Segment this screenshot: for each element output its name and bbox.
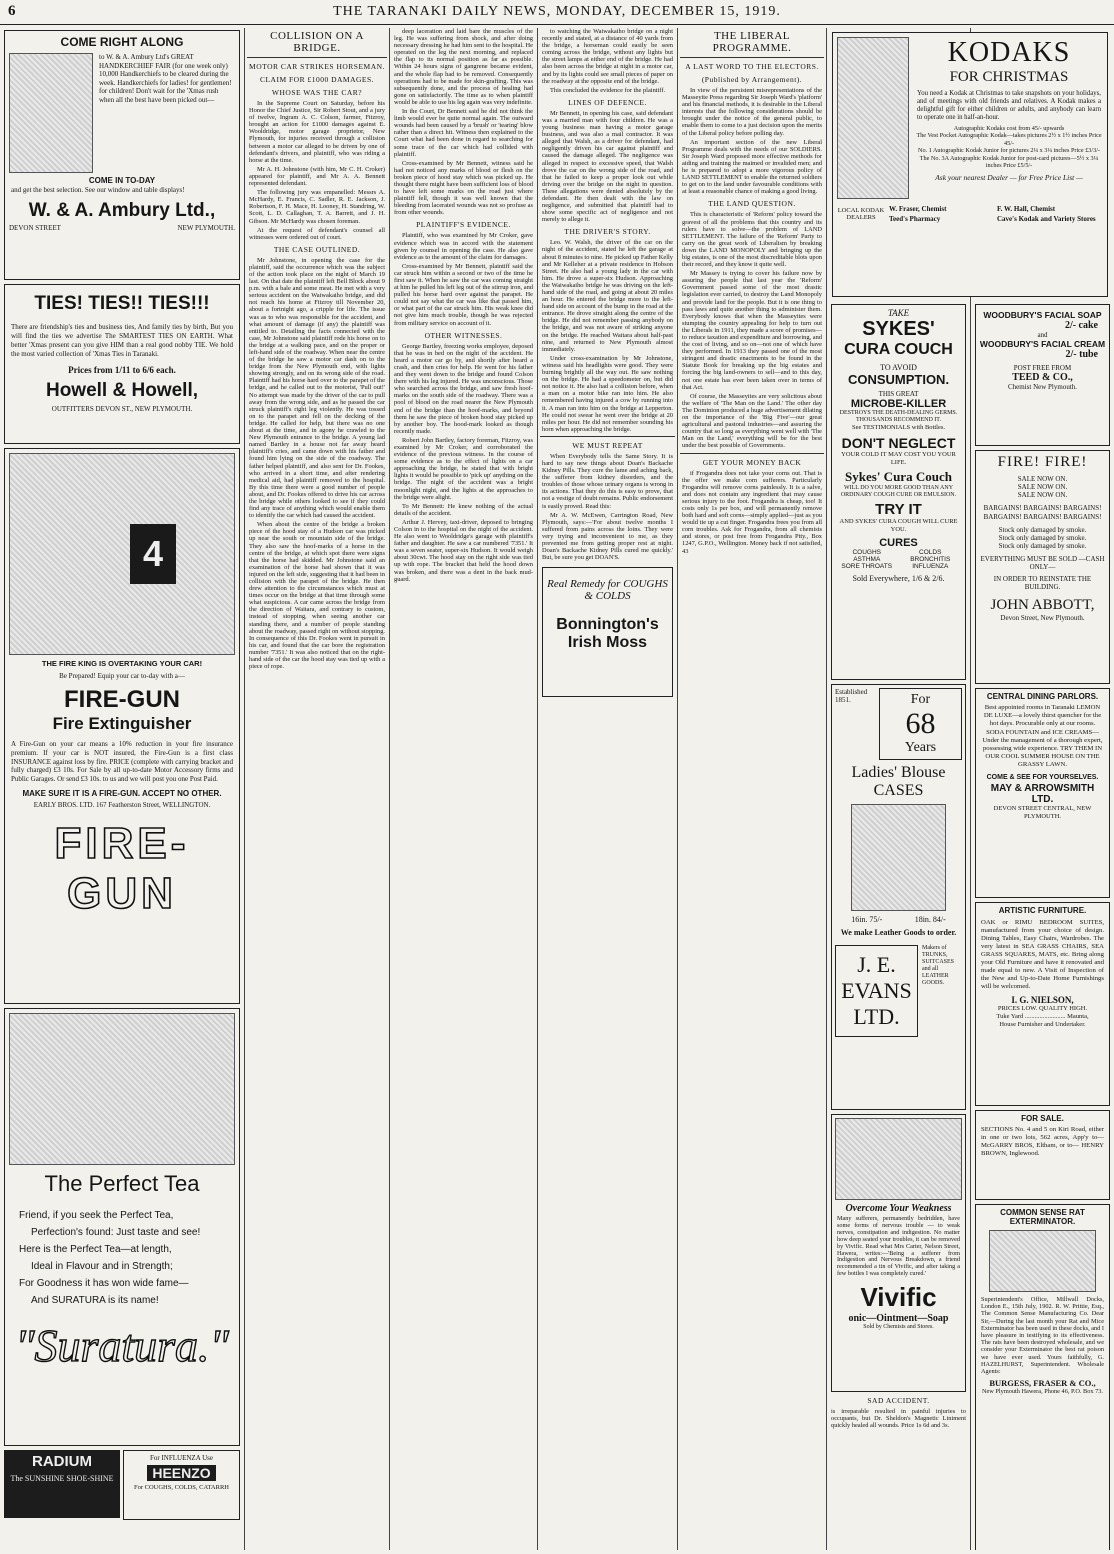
- cases-leather: We make Leather Goods to order.: [840, 928, 957, 937]
- collision-sub1: MOTOR CAR STRIKES HORSEMAN.: [249, 62, 385, 71]
- cure-item: COUGHS: [852, 549, 882, 556]
- liberal-sub2: (Published by Arrangement).: [701, 75, 803, 84]
- rat-illustration: [989, 1230, 1096, 1292]
- cure-item: ASTHMA: [853, 556, 881, 563]
- ties-prices: Prices from 1/11 to 6/6 each.: [68, 365, 176, 375]
- column-liberal-programme: [680, 28, 824, 1550]
- rat-headline: COMMON SENSE RAT EXTERMINATOR.: [1000, 1208, 1085, 1226]
- sykes-try: TRY IT: [875, 501, 922, 518]
- sykes-great: THIS GREAT: [878, 390, 919, 398]
- column-left-ads: [2, 28, 242, 1550]
- col3-body: [394, 28, 533, 216]
- paragraph: In the Court, Dr Bennett said he did not think the limb would ever be quite normal again. The outward wounds had been caused by a 'brush' or 'tearing' blow rather than a direct hit. Witness then explained to the Court what had been done in regard to searching for some trace of the car which had collided with plaintiff.: [394, 108, 533, 158]
- right-ads-stack: [973, 302, 1112, 1550]
- tea-brand: "Suratura.": [15, 1320, 229, 1371]
- woodbury-and: and: [1037, 331, 1048, 339]
- kodak-title: KODAKS: [947, 37, 1071, 68]
- column-defence-article: [540, 28, 675, 1550]
- paragraph: Cross-examined by Mr Bennett, plaintiff said the car struck him within a second or two of the time he first saw it. When he saw the car was coming straight at him he pulled his left leg out of the stirrup iron, and pulled his horse hard over against the parapet. He could not say what the car was like that passed him, or what part of the car struck him. His weak knee did not give him much trouble, though he was rejected from military service on account of it.: [394, 262, 533, 327]
- ambury-come-in: COME IN TO-DAY: [88, 176, 156, 185]
- ties-body: There are friendship's ties and business ties, And family ties by birth, But you will find the ties we advertise The SMARTEST TIES ON EARTH. What better 'Xmas present can you give HIM than a real good nobby TIE. We hold the most varied collection of 'Xmas Ties in Taranaki.: [11, 323, 233, 358]
- kodak-dealer: F. W. Hall, Chemist: [997, 205, 1056, 213]
- for-sale-ad: [975, 1110, 1110, 1200]
- sykes-cold: YOUR COLD IT MAY COST YOU YOUR LIFE.: [841, 451, 956, 466]
- col3-sub1: PLAINTIFF'S EVIDENCE.: [416, 220, 511, 230]
- stock-line: Stock only damaged by smoke.: [998, 526, 1087, 534]
- paragraph: Robert John Bartley, factory foreman, Fitzroy, was examined by Mr Croker, and corroborated the evidence of the previous witness. In the course of some evidence as to the effect of lights on a car approaching the bridge, he stated that with bright lights it would be possible to 'pick up' anything on the bridge. The night of the accident was a bright moonlight night, and the lights at the approaches to the bridge were alight.: [394, 436, 533, 501]
- page-number: 6: [8, 3, 16, 19]
- collision-body-2: [249, 257, 385, 670]
- paragraph: This concluded the evidence for the plaintiff.: [550, 86, 666, 94]
- cure-item: BRONCHITIS: [910, 556, 951, 563]
- lady-with-tea-illustration: [9, 1013, 235, 1165]
- car-number-plate: 4: [130, 524, 176, 584]
- collision-sub4: THE CASE OUTLINED.: [273, 244, 361, 254]
- ambury-ad: [4, 30, 240, 280]
- price-18in: 18in. 84/-: [914, 915, 946, 924]
- for-word: For: [910, 692, 931, 707]
- forsale-headline: FOR SALE.: [1021, 1114, 1064, 1123]
- paragraph: Mr Massey is trying to cover his failure now by assuring the people that last year the 'Reform' Government passed some of the most drastic legislation ever carried, to destroy the Land Monopoly and provide land for the people. But it is one thing to pass laws and quite another thing to administer them. Everybody knows that when the Masseyites were stumping the country appealing for help to turn out the Liberals in 1911, they made a score of promises—to reduce taxation and expenditure and borrowing, and the cost of living, and so on—not one of which have they performed. In 1913 they passed one of the most stringent and drastic enactments to be found in the Statute Book for breaking up the big estates and forcing the big land-owners to sell—and to this day, not one estate has ever been taken over in terms of that Act.: [682, 270, 822, 391]
- stock-line: Stock only damaged by smoke.: [998, 542, 1087, 550]
- sykes-microbe: MICROBE-KILLER: [850, 398, 947, 410]
- vivific-ad: [831, 1114, 966, 1392]
- paragraph: In view of the persistent misrepresentations of the Masseyite Press regarding Sir Joseph Ward's 'platform' and his financial methods, it is desirable in the Liberal interests that the following considerations should be brought under the notice of the general public, to enable them to come to a just decision upon the merits of the Liberal policy before polling day.: [682, 87, 822, 137]
- fire-address: Devon Street, New Plymouth.: [1000, 614, 1085, 622]
- sykes-sold: Sold Everywhere, 1/6 & 2/6.: [852, 574, 945, 583]
- col4-sub2: THE DRIVER'S STORY.: [564, 227, 651, 237]
- dining-firm: MAY & ARROWSMITH LTD.: [990, 782, 1095, 805]
- column-rule: [537, 28, 538, 1550]
- liberal-sub3: THE LAND QUESTION.: [708, 199, 796, 209]
- col4-body-4: [542, 453, 673, 561]
- paragraph: This is characteristic of 'Reform' policy toward the gravest of all the problems that this country and its rulers have to solve—the problem of LAND SETTLEMENT. The failure of the 'Reform' Party to carry on the great work of Liberalism by breaking down the LAND MONOPOLY and bringing up the big estates, is one of the most discreditable blots upon their record, and they know it quite well.: [682, 211, 822, 269]
- liberal-sub4: GET YOUR MONEY BACK: [702, 457, 802, 467]
- kodak-dealer: W. Fraser, Chemist: [889, 205, 947, 213]
- evans-logo: J. E. EVANS LTD.: [835, 945, 918, 1037]
- liberal-body-3: [682, 470, 822, 555]
- col4-sub1: LINES OF DEFENCE.: [568, 97, 647, 107]
- kodak-price-line: The Vest Pocket Autographic Kodak—takes pictures 2½ x 1½ inches Price 45/-: [916, 132, 1102, 147]
- column-rule: [389, 28, 390, 1550]
- paragraph: When about the centre of the bridge a broken piece of the hood stay of a Hudson car was picked up near the south or mountain side of the bridge. They also saw the hoof-marks of a horse in the centre of the bridge, at which spot there were signs that the horse had skidded. Mr Johnstone said an examination of the horse had shown that it was injured on the left side, suggesting that it had been in collision with the parapet of the bridge. He then drew attention to the circumstances which must at times occur on the bridge at that time through some what suspicious. A car came across the bridge from the direction of Waitara, and contrary to custom, instead of stopping, when seeing another car standing there, and a number of people standing about the roadway, passed right on without stopping. In consequence of this Dr. Fookes went in pursuit in his car, and found that the car bore the registration number '7351.' It was also noticed that on the right-hand side of the car the hood stay was tied up with a piece of rope.: [249, 521, 385, 671]
- sykes-will-do: WILL DO YOU MORE GOOD THAN ANY ORDINARY COUGH CURE OR EMULSION.: [840, 485, 957, 498]
- woodbury-price1: 2/- cake: [1064, 320, 1098, 331]
- firegun-subtitle: Fire Extinguisher: [52, 714, 192, 733]
- paragraph: Arthur J. Hervey, taxi-driver, deposed to bringing Colson in to the hospital on the night of the accident. He also went to Wooldridge's garage with plaintiff's father and daughter. He saw a car numbered '7351.' It was a seven seater, super-six Hudson. It would weigh about 30cwt. The hood stay on the right side was tied up with rope. The bracket that held the hood down was broken, and there was a dent in the back mud-guard.: [394, 518, 533, 583]
- poem-line: Ideal in Flavour and in Strength;: [31, 1261, 173, 1272]
- vivific-sold: Sold by Chemists and Stores.: [863, 1324, 934, 1331]
- paragraph: An important section of the new Liberal Programme deals with the needs of our SOLDIERS. Sir Joseph Ward proposed more effective methods for aiding and training the maimed or invalided men; and he is prepared to adopt a more vigorous policy of LAND SETTLEMENT to enable the returned soldiers to get on to the land under favourable conditions with at least a reasonable chance of making a good living.: [682, 138, 822, 196]
- bonningtons-brand: Bonnington's Irish Moss: [556, 616, 659, 652]
- years-word: Years: [904, 740, 937, 755]
- suratura-tea-ad: [4, 1008, 240, 1446]
- furniture-street: Tuke Yard ......................... Maunta,: [996, 1013, 1089, 1020]
- woodbury-ad: [975, 304, 1110, 446]
- car-illustration: [9, 453, 235, 655]
- kodak-dealer: Teed's Pharmacy: [889, 215, 941, 223]
- sykes-consumption: CONSUMPTION.: [847, 372, 950, 387]
- radium-title: RADIUM: [32, 1453, 92, 1470]
- col3-body-2: [394, 232, 533, 326]
- poem-line: Perfection's found: Just taste and see!: [31, 1227, 201, 1238]
- sykes-brand: SYKES': [862, 318, 935, 340]
- cure-item: SORE THROATS: [841, 563, 893, 570]
- kodak-subtitle: FOR CHRISTMAS: [949, 69, 1069, 85]
- liberal-body: [682, 87, 822, 195]
- ambury-address-right: NEW PLYMOUTH.: [177, 224, 235, 233]
- sale-line: SALE NOW ON.: [1017, 491, 1068, 499]
- paragraph: At the request of defendant's counsel all witnesses were ordered out of court.: [249, 226, 385, 241]
- paragraph: Plaintiff, who was examined by Mr Croker, gave evidence which was in accord with the statement given by counsel in opening the case. He also gave evidence as to the amount of the claim for damages.: [394, 232, 533, 261]
- paragraph: if Frogandra does not take your corns out. That is the offer we make corn sufferers. Particularly Frogandra will remove corns painlessly. It is a salve, and does not contain any ingredient that may cause serious injury to the foot. Frogandra is cheap, too! It costs only 1s per box, and will permanently remove both hard and soft corns—simply applied—just as you would tie up a cut finger. Frogandra frees you from all corn troubles. Ask for Frogandra, from all chemists and stores, or post free from Frogandra Ptty., Box 1247, G.P.O., Wellington. Money back if not satisfied, 43: [682, 469, 822, 555]
- ambury-address-left: DEVON STREET: [9, 224, 61, 233]
- kodak-ad: [832, 32, 1108, 297]
- fire-headline: FIRE! FIRE!: [997, 454, 1088, 470]
- column-rule: [826, 28, 827, 1550]
- furniture-tagline: PRICES LOW. QUALITY HIGH.: [997, 1005, 1088, 1012]
- paragraph: In the Supreme Court on Saturday, before his Honor the Chief Justice, Sir Robert Stout, and a jury of twelve, Ingram A. C. Colson, farmer, Fitzroy, brought an action for £1000 damages against E. Wooldridge, motor garage proprietor, New Plymouth, for injuries received through a collision between a motor car alleged to be driven by one of defendant's drivers, and plaintiff, who was riding a horse at the time.: [249, 100, 385, 164]
- heenzo-top: For INFLUENZA Use: [150, 1454, 213, 1462]
- rat-body: Superintendent's Office, Millwall Docks, London E., 15th July, 1902. R. W. Prittie, Esq., The Common Sense Manufacturing Co. Dear Sir,—During the last month your Rat and Mice Exterminator has been used in these docks, and I have pleasure in testifying to its effectiveness. The rats have been destroyed wholesale, and we consider your Exterminator the best rat poison we have ever used. Yours faithfully, G. HAZELHURST, Superintendent. Wholesale Agents:: [981, 1296, 1104, 1376]
- col4-sub3: WE MUST REPEAT: [572, 440, 643, 450]
- ties-firm: Howell & Howell,: [45, 380, 199, 401]
- col4-body-3: [542, 239, 673, 433]
- reclining-woman-illustration: [835, 1118, 962, 1200]
- tea-title: The Perfect Tea: [44, 1171, 200, 1196]
- dining-address: DEVON STREET CENTRAL, NEW PLYMOUTH.: [993, 804, 1092, 820]
- vivific-headline: Overcome Your Weakness: [845, 1203, 952, 1214]
- sad-accident-body: is irreparable resulted in painful injuries to occupants, but Dr. Sheldon's Magnetic Liniment quickly healed all wounds. Price 1s 6d and 3s.: [831, 1408, 966, 1430]
- bonningtons-ad: [542, 567, 673, 697]
- sykes-cures: CURES: [879, 537, 918, 549]
- collision-headline: COLLISION ON A BRIDGE.: [270, 30, 364, 54]
- woodbury-price2: 2/- tube: [1065, 349, 1098, 360]
- column-rule: [677, 28, 678, 1550]
- tea-poem: [19, 1207, 225, 1309]
- ties-ad: [4, 284, 240, 444]
- furniture-ad: [975, 902, 1110, 1106]
- col3-sub2: OTHER WITNESSES.: [424, 330, 503, 340]
- sykes-destroys: DESTROYS THE DEATH-DEALING GERMS. THOUSANDS RECOMMEND IT.: [839, 410, 958, 423]
- evans-blouse-cases-ad: [831, 684, 966, 1110]
- collision-sub3: WHOSE WAS THE CAR?: [271, 88, 363, 97]
- sykes-testimonials: See TESTIMONIALS with Bottles.: [851, 424, 946, 431]
- collision-body: [249, 100, 385, 241]
- firegun-make-sure: MAKE SURE IT IS A FIRE-GUN. ACCEPT NO OTHER.: [22, 788, 222, 798]
- vivific-body: Many sufferers, permanently bedridden, have some forms of nervous trouble — to weak nerves, constipation and indigestion. No matter how deep seated your troubles, it can be removed by Vivific. Read what Mrs Carter, Nelson Street, Hawera, writes:—'Being a sufferer from Indigestion and Nervous Breakdown, a friend recommended a tin of Vivific, and after taking a few bottles I was completely cured.': [837, 1215, 960, 1278]
- sykes-cura-couch-ad: [831, 304, 966, 680]
- forsale-body: SECTIONS No. 4 and 5 on Kiri Road, either in one or two lots, 562 acres, App'y to— McGARRY BROS, Eltham, or to— HENRY BROWN, Inglewood.: [981, 1126, 1104, 1157]
- ambury-body: to W. & A. Ambury Ltd's GREAT HANDKERCHIEF FAIR (for one week only) 10,000 Handkerchiefs to be cleared during the week. Handkerchiefs for ladies! for gentlemen! for children! Don't wait for the 'Xmas rush when all the best have been picked out—: [99, 53, 232, 104]
- liberal-body-2: [682, 211, 822, 449]
- col4-body: [542, 28, 673, 94]
- kodak-price-line: Autographic Kodaks cost from 45/- upwards: [953, 125, 1065, 132]
- fire-reinstate: IN ORDER TO REINSTATE THE BUILDING.: [993, 575, 1092, 591]
- col4-body-2: [542, 110, 673, 224]
- woodbury-address: Chemist New Plymouth.: [1007, 383, 1078, 391]
- column-article-continued: [392, 28, 535, 1550]
- radium-ad: [4, 1450, 120, 1518]
- poem-line: For Goodness it has won wide fame—: [19, 1278, 189, 1289]
- paragraph: Mr Bennett, in opening his case, said defendant was a married man with four children. He was a young business man having a motor garage business, and was also a mail contractor. It was alleged that Walsh, as a driver for defendant, had negligently driven his car against plaintiff and caused the damage alleged. The negligence was alleged in respect to excessive speed, that Walsh drove the car on the wrong side of the road, and that he failed to keep a proper look out while driving over the bridge on the night in question. These allegations were denied absolutely by the defendant. He then dealt with the law on negligence, and submitted that plaintiff had to show some specific act of negligence and not merely to allege it.: [542, 109, 673, 224]
- paragraph: Leo. W. Walsh, the driver of the car on the night of the accident, stated he left the garage at about 8 minutes to nine. He picked up Father Kelly and Mr Kelleher at a private residence in Hobson Street. He also had a young lady in the car with him. He drove a super-six Hudson. Approaching the Waiwakaiho bridge he was driving on the left-hand side of the road, and going at about 20 miles an hour. He entered the bridge more to the left-hand side on account of the bump in the road at the entrance. He drove straight along the centre of the bridge. He did not remember passing anybody on the bridge, and was not aware of striking anyone on the bridge. He reached Waitara about half-past nine, and returned to New Plymouth almost immediately.: [542, 239, 673, 353]
- kodak-dealer: Cave's Kodak and Variety Stores: [997, 215, 1096, 223]
- sykes-to-avoid: TO AVOID: [880, 363, 917, 372]
- kodak-price-line: The No. 3A Autographic Kodak Junior for post-card pictures—5½ x 3¼ inches Price £5/5/-: [919, 154, 1099, 170]
- liberal-headline: THE LIBERAL PROGRAMME.: [712, 30, 792, 54]
- paragraph: George Bartley, freezing works employee, deposed that he was in bed on the night of the accident. He heard a motor car go by, and shortly after heard a crash, and then cries for help. He went for his father and they went down to the bridge and found Colson there with his leg injured. He was unconscious. Those who searched across the bridge, and saw fresh hoof-marks on the south side of the roadway. There was a pool of blood on the road nearer the New Plymouth end of the bridge than the hoof-marks, and beyond them he saw the piece of broken hood stay picked up by another boy. The hood-mark looked as though recently made.: [394, 342, 533, 435]
- blouse-case-illustration: [851, 804, 946, 911]
- ties-headline: TIES! TIES!! TIES!!!: [34, 293, 210, 314]
- paragraph: Under cross-examination by Mr Johnstone, witness said his headlights were good. They were burning brightly all the way out. He saw nothing on the bridge. He had a speedometer on, but did not notice it. He also had a collision before, when a man on a motor bike ran into him. He also remembered having injured a cow by running into it. A man ran into him on the bridge at Lepperton. He could not swear he went over the bridge at 20 miles per hour. He did not remember sounding his horn when approaching the bridge.: [542, 354, 673, 433]
- rat-exterminator-ad: [975, 1204, 1110, 1550]
- sale-line: SALE NOW ON.: [1017, 475, 1068, 483]
- firegun-prepared: Be Prepared! Equip your car to-day with a—: [59, 672, 185, 680]
- ambury-note: and get the best selection. See our window and table displays!: [11, 186, 185, 194]
- woodbury-firm: TEED & CO.,: [1012, 372, 1073, 383]
- vivific-sub: onic—Ointment—Soap: [848, 1313, 949, 1325]
- firegun-illus-caption: THE FIRE KING IS OVERTAKING YOUR CAR!: [41, 659, 203, 668]
- furniture-headline: ARTISTIC FURNITURE.: [998, 906, 1087, 915]
- sale-line: SALE NOW ON.: [1017, 483, 1068, 491]
- sykes-cures-list: [835, 549, 962, 570]
- column-collision-article: [247, 28, 387, 1550]
- paragraph: to watching the Waiwakaiho bridge on a night recently and stated, at a distance of 40 yards from the bridge, a horseman could easily be seen coming across the bridge, without any lights but the street lamps at either end of the bridge. He had also been across the bridge at night in a motor car, and by its lights could see small pieces of paper on the roadway at the opposite end of the bridge.: [542, 28, 673, 85]
- woodbury-post: POST FREE FROM: [1013, 364, 1072, 372]
- kodak-price-line: No. 1 Autographic Kodak Junior for pictures 2¼ x 3¼ inches Price £3/3/-: [918, 147, 1100, 155]
- cure-item: COLDS: [919, 549, 942, 556]
- masthead-title: THE TARANAKI DAILY NEWS, MONDAY, DECEMBER 15, 1919.: [333, 4, 781, 19]
- fire-sale: [979, 475, 1106, 499]
- furniture-firm: I. G. NIELSON,: [1011, 995, 1074, 1005]
- dining-parlors-ad: [975, 688, 1110, 898]
- rat-agent-address: New Plymouth Hawera, Phone 46, P.O. Box 73.: [981, 1388, 1104, 1396]
- rat-agent: BURGESS, FRASER & CO.,: [989, 1378, 1096, 1389]
- cases-established: Established 1851.: [835, 688, 868, 704]
- stock-line: Stock only damaged by smoke.: [998, 534, 1087, 542]
- fire-sale-ad: [975, 450, 1110, 684]
- furniture-body: OAK or RIMU BEDROOM SUITES, manufactured from your choice of design. Dining Tables, Easy Chairs, Wardrobes. The very latest in SEA GRASS CHAIRS, SEA GRASS SQUARES, MATS, etc. Bring along your Old Furniture and have it renovated and made equal to new. A Visit of Inspection of the New and Up-to-Date Home Furnishings will be welcomed.: [981, 919, 1104, 990]
- column-center-ads: [829, 302, 968, 1550]
- firegun-maker: EARLY BROS. LTD. 167 Featherston Street, WELLINGTON.: [33, 800, 211, 809]
- santa-illustration: [9, 53, 93, 173]
- radium-sub: The SUNSHINE SHOE-SHINE: [10, 1474, 114, 1483]
- sykes-brand-2: CURA COUCH: [844, 341, 953, 358]
- woodbury-cream: WOODBURY'S FACIAL CREAM: [979, 339, 1106, 349]
- paragraph: Mr A. H. Johnstone (with him, Mr C. H. Croker) appeared for plaintiff, and Mr A. A. Bennett represented defendant.: [249, 165, 385, 188]
- fire-everything: EVERYTHING MUST BE SOLD —CASH ONLY—: [980, 555, 1105, 571]
- column-rule: [244, 28, 245, 1550]
- sad-accident-heading: SAD ACCIDENT.: [867, 1396, 930, 1405]
- collision-sub2: CLAIM FOR £1000 DAMAGES.: [259, 75, 375, 84]
- masthead: [0, 0, 1114, 25]
- kodak-prices: [915, 125, 1103, 169]
- firegun-logo: FIRE-GUN: [54, 818, 190, 918]
- paragraph: When Everybody tells the Same Story. It is hard to say new things about Doan's Backache Kidney Pills. They cure the lame and aching back, the sufferer from kidney disorders, and the troubles of those whose urinary organs is wrong in its actions. That they do this is easy to prove, that not a vestige of doubt remains. Public endorsement is easily proved. Read this:: [542, 452, 673, 510]
- vivific-brand: Vivific: [860, 1282, 937, 1313]
- dining-headline: CENTRAL DINING PARLORS.: [986, 692, 1099, 701]
- paragraph: Mr A. W. McEwen, Carrington Road, New Plymouth, says:—'For about twelve months I suffered from pains across the loins. They were very trying and inconvenient to me, as they prevented me from getting proper rest at night. Doan's Backache Kidney Pills cured me quickly.' But, be sure you get DOAN'S.: [542, 511, 673, 562]
- price-16in: 16in. 75/-: [851, 915, 883, 924]
- ties-footer: OUTFITTERS DEVON ST., NEW PLYMOUTH.: [51, 405, 193, 413]
- paragraph: deep laceration and laid bare the muscles of the leg. He was suffering from shock, and after doing necessary dressing he had him sent to the hospital. He operated on the leg the next morning, and replaced the flap to its normal position as far as possible. Within 24 hours signs of gangrene became evident, and the whole flap had to be removed. Consequently operations had to be made for skin-grafting. This was subsequently done, and the process of healing had gone on satisfactorily. The time as to when plaintiff would be able to use his leg again was very indefinite.: [394, 28, 533, 106]
- kodak-ask: Ask your nearest Dealer — for Free Price List —: [935, 173, 1083, 183]
- sykes-and: AND SYKES' CURA COUGH WILL CURE YOU.: [839, 518, 958, 533]
- firegun-body: A Fire-Gun on your car means a 10% reduction in your fire insurance premium. If your car is NOT insured, the Fire-Gun is a first class INSURANCE against loss by fire. PRICE (complete with carrying bracket and fully charged) £3 10s. For Sale by all up-to-date Motor Accessory firms and Public Garages. Or send £3 10s. to us and we will post you one Post Paid.: [11, 740, 233, 784]
- heenzo-note: For COUGHS, COLDS, CATARRH: [133, 1484, 229, 1491]
- paragraph: To Mr Bennett: He knew nothing of the actual details of the accident.: [394, 502, 533, 517]
- woodbury-soap: WOODBURY'S FACIAL SOAP: [983, 310, 1102, 320]
- heenzo-brand: HEENZO: [147, 1465, 216, 1481]
- kodak-local-dealers: LOCAL KODAK DEALERS: [837, 207, 885, 221]
- sykes-brand-3: Sykes' Cura Couch: [845, 469, 952, 484]
- fire-bargains: BARGAINS! BARGAINS! BARGAINS! BARGAINS! BARGAINS! BARGAINS!: [983, 504, 1102, 521]
- dining-come: COME & SEE FOR YOURSELVES.: [986, 773, 1099, 781]
- sykes-take: TAKE: [887, 308, 910, 318]
- ambury-firm: W. & A. Ambury Ltd.,: [28, 200, 216, 222]
- col3-body-3: [394, 343, 533, 583]
- fire-firm: JOHN ABBOTT,: [990, 597, 1095, 613]
- dining-body: Best appointed rooms in Taranaki LEMON DE LUXE—a lovely thirst quencher for the hot days. Procurable only at our rooms. SODA FOUNTAIN and ICE CREAMS— Under the management of a thorough expert, possessing wide experience. TRY THEM IN OUR COOL SUMMER HOUSE ON THE GRASSY LAWN.: [982, 704, 1103, 769]
- paragraph: The following jury was empanelled: Messrs A. McHardy, E. Francis, C. Sadler, R. E. Jackson, J. Robertson, F. H. Mace, H. Looney, H. Standring, W. Scott, L. D. Callaghan, T. A. Barrett, and J. H. Gibson. Mr McHardy was chosen foreman.: [249, 189, 385, 225]
- poem-line: And SURATURA is its name!: [31, 1295, 159, 1306]
- ambury-headline: COME RIGHT ALONG: [60, 35, 184, 49]
- bottom-strip-ads: [4, 1450, 240, 1520]
- heenzo-ad: [123, 1450, 240, 1520]
- poem-line: Friend, if you seek the Perfect Tea,: [19, 1210, 174, 1221]
- evans-note: Makers of TRUNKS, SUITCASES and all LEATHER GOODS.: [922, 945, 955, 986]
- paragraph: Mr Johnstone, in opening the case for the plaintiff, said the occurrence which was the subject of the action took place on the night of March 19 last. On that date the plaintiff left Bell Block about 9 p.m. with a bale and some meat. He met with a very serious accident on the Waiwakaiho bridge, and did not reach his home at Fitzroy till November 20, about a fortnight ago, a cripple for life. The issue was as to who was responsible for the accident, and what amount of damage (if any) the plaintiff was entitled to. Detailing the facts connected with the case, Mr Johnstone said plaintiff rode his horse on to the bridge at a walking pace, and on the proper or left-hand side of the roadway. When near the centre of the bridge he saw a motor car dash on to the bridge from the New Plymouth end, with lights showing strongly, and on its wrong side of the road. Plaintiff had his horse hard over to the parapet of the bridge, and he called out to the motorist, 'Pull out!' No attempt was made by the driver of the car to pull away from the wrong side, and as he passed the car struck plaintiff's right leg violently. He was tossed on to the parapet and fell on the decking of the bridge. He called for help, but there was no one about at the time, and in agony he crawled to the New Plymouth entrance to the bridge. A young lad named Bartley in a house not far away heard plaintiff's cries, and came down with his father and found him lying on the side of the roadway. The father helped plaintiff, and also sent for Dr. Fookes, who arrived in a short time, and after rendering medical aid, had plaintiff removed to the hospital. By this time there were a good number of people about, and Dr. Fookes offered to drive his car across the bridge while others looked to see if they could find any trace of anything which would enable them to identify the car which had caused the accident.: [249, 256, 385, 520]
- cure-item: INFLUENZA: [912, 563, 949, 570]
- kodak-body: You need a Kodak at Christmas to take snapshots on your holidays, and of meetings with old friends and relatives. A Kodak makes a delightful gift for either children or adults, and anybody can learn to operate one in half-an-hour.: [917, 90, 1101, 121]
- cases-title: Ladies' Blouse CASES: [851, 764, 946, 799]
- paragraph: Of course, the Masseyites are very solicitous about the welfare of 'The Man on the Land.' The other day The Dominion produced a huge advertisement dilating on the importance of the 'Big Five'—our great agricultural and pastoral industries—and assuring the country that so long as everything went well with 'The Man on the Land,' everything will be for the best under the best possible of Governments.: [682, 392, 822, 450]
- firegun-ad: [4, 448, 240, 1004]
- poem-line: Here is the Perfect Tea—at length,: [19, 1244, 172, 1255]
- liberal-sub1: A LAST WORD TO THE ELECTORS.: [685, 62, 819, 71]
- kodak-girl-illustration: [837, 37, 909, 199]
- furniture-role: House Furnisher and Undertaker.: [999, 1021, 1086, 1028]
- fire-stock: [979, 526, 1106, 550]
- cases-for-68-years: [879, 688, 962, 760]
- years-number: 68: [905, 707, 936, 740]
- paragraph: Cross-examined by Mr Bennett, witness said he had not noticed any marks of blood or flesh on the broken piece of hood stay which was picked up. He thought there might have been sufficient loss of blood to have left some marks on the road just where plaintiff fell, though it was well known that the bleeding from lacerated wounds was not so profuse as from other wounds.: [394, 159, 533, 217]
- firegun-title: FIRE-GUN: [64, 686, 180, 713]
- sykes-dont-neglect: DON'T NEGLECT: [841, 435, 956, 451]
- bonningtons-title: Real Remedy for COUGHS & COLDS: [547, 578, 668, 603]
